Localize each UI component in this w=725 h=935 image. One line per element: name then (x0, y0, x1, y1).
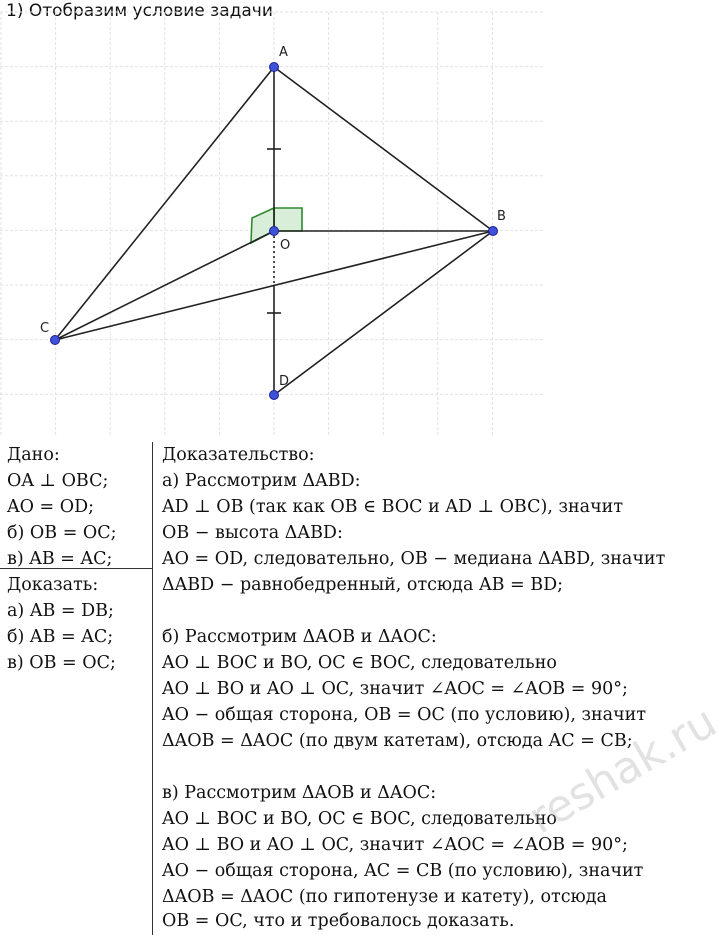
point-c (51, 336, 60, 345)
label-o: O (280, 238, 291, 253)
edge-ab (274, 67, 493, 231)
prove-item: а) AB = DB; (7, 601, 114, 621)
proof-line: AO ⊥ BOC и BO, OC ∈ BOC, следовательно (162, 809, 557, 829)
given-heading: Дано: (7, 445, 60, 465)
proof-heading: Доказательство: (162, 445, 315, 465)
proof-line: AO = OD, следовательно, OB − медиана ΔABD, значит (162, 549, 666, 569)
label-d: D (279, 374, 290, 389)
right-angle-marker-oc (251, 208, 274, 243)
watermark: reshak.ru (520, 696, 725, 845)
proof-line: OB = OC, что и требовалось доказать. (162, 911, 515, 931)
given-item: б) OB = OC; (7, 523, 117, 543)
point-b (489, 227, 498, 236)
point-d (270, 391, 279, 400)
prove-heading: Доказать: (7, 575, 99, 595)
proof-line: ΔAOB = ΔAOC (по гипотенузе и катету), отсюда (162, 887, 607, 907)
proof-line: ΔABD − равнобедренный, отсюда AB = BD; (162, 575, 564, 595)
point-a (270, 63, 279, 72)
prove-item: в) OB = OC; (7, 653, 116, 673)
label-c: C (40, 321, 50, 336)
proof-line: AO − общая сторона, AC = CB (по условию), значит (162, 861, 644, 881)
proof-line: а) Рассмотрим ΔABD: (162, 471, 361, 491)
proof-line: б) Рассмотрим ΔAOB и ΔAOC: (162, 627, 437, 647)
geometry-figure (0, 0, 700, 440)
edge-db (274, 231, 493, 395)
proof-line: AO − общая сторона, OB = OC (по условию), значит (162, 705, 647, 725)
proof-line: AO ⊥ BO и AO ⊥ OC, значит ∠AOC = ∠AOB = 90°; (162, 679, 628, 699)
label-b: B (497, 209, 506, 224)
proof-line: AO ⊥ BO и AO ⊥ OC, значит ∠AOC = ∠AOB = 90°; (162, 835, 628, 855)
proof-line: AO ⊥ BOC и BO, OC ∈ BOC, следовательно (162, 653, 557, 673)
right-angle-marker-ob (274, 208, 302, 231)
proof-line: AD ⊥ OB (так как OB ∈ BOC и AD ⊥ OBC), значит (162, 497, 624, 517)
label-a: A (279, 45, 288, 60)
proof-line: ΔAOB = ΔAOC (по двум катетам), отсюда AC = CB; (162, 731, 633, 751)
given-item: OA ⊥ OBC; (7, 471, 109, 491)
section-title: 1) Отобразим условие задачи (6, 1, 273, 21)
given-item: в) AB = AC; (7, 549, 113, 569)
column-divider (152, 442, 153, 935)
given-item: AO = OD; (7, 497, 95, 517)
prove-item: б) AB = AC; (7, 627, 114, 647)
proof-line: OB − высота ΔABD: (162, 523, 343, 543)
point-o (270, 227, 279, 236)
proof-line: в) Рассмотрим ΔAOB и ΔAOC: (162, 783, 437, 803)
